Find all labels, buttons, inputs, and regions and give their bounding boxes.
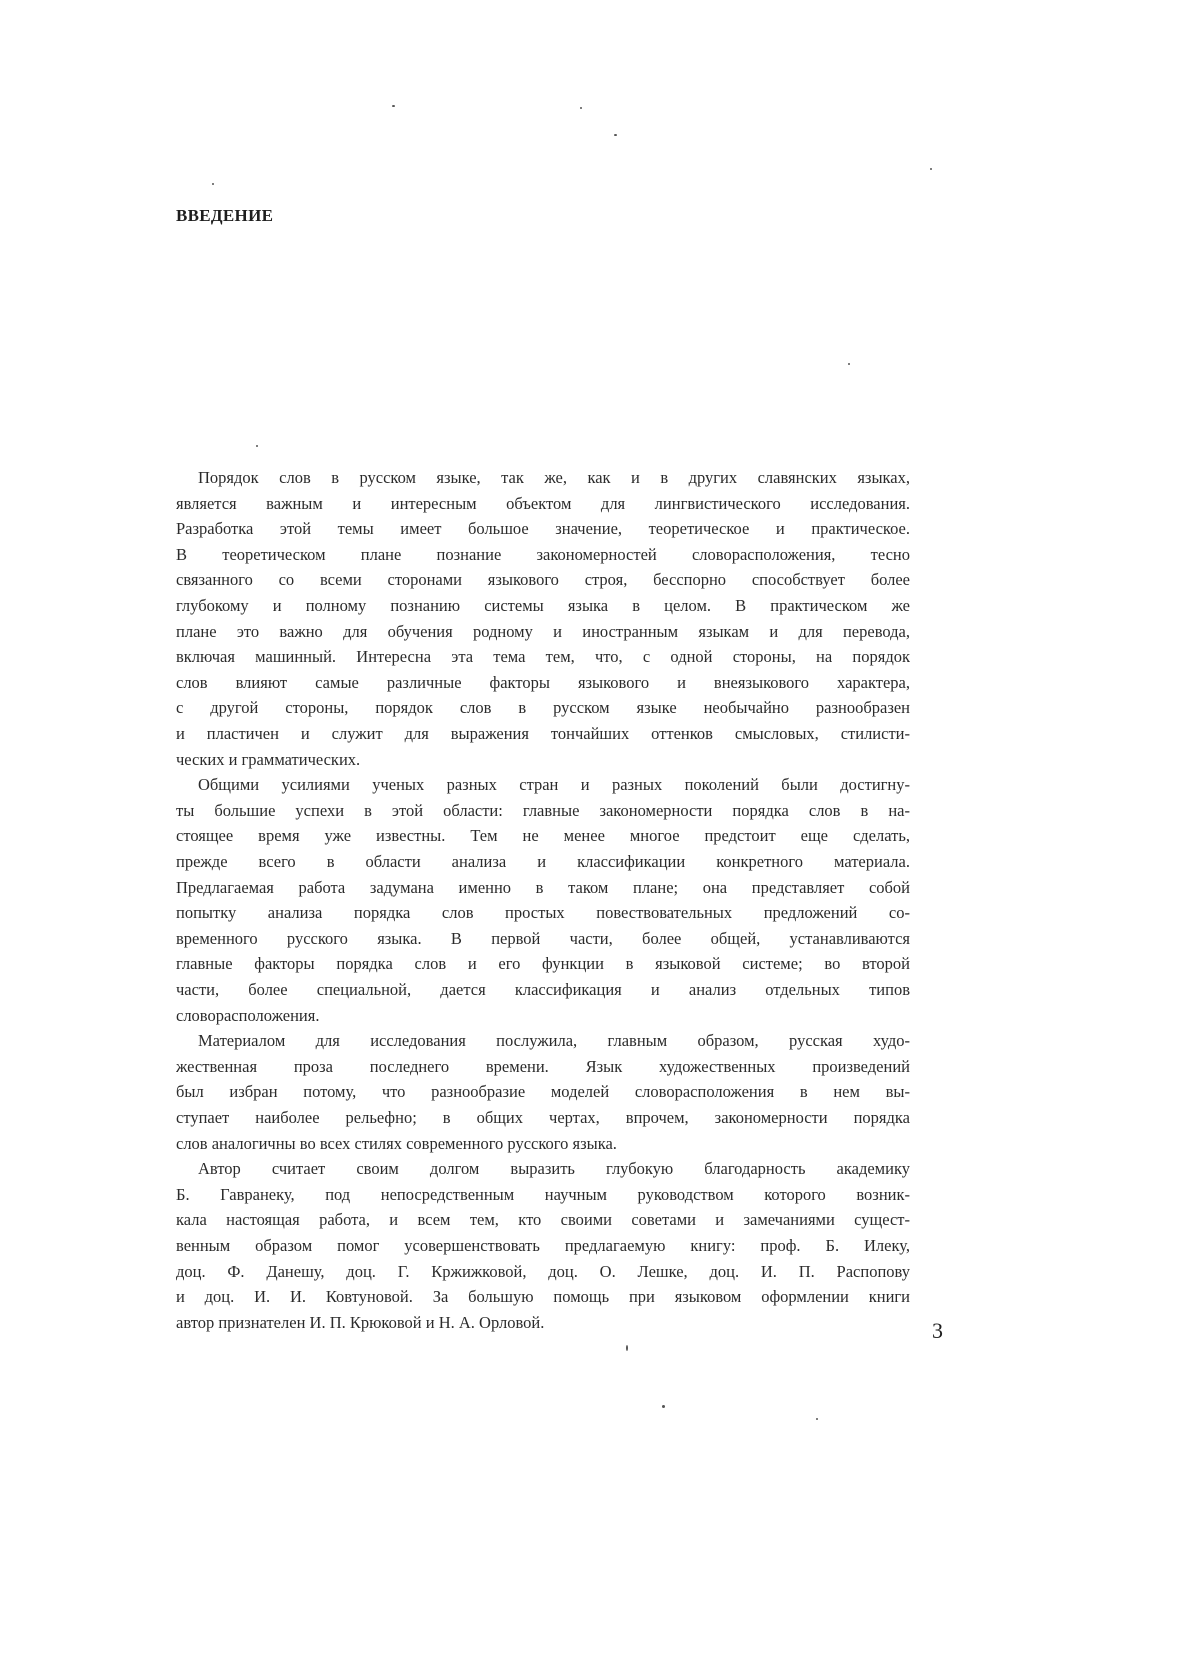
page-number: 3 (932, 1318, 943, 1343)
text-line: с другой стороны, порядок слов в русском языке необычайно разнообразен (176, 698, 910, 717)
text-line: словорасположения. (176, 1006, 320, 1025)
text-line: временного русского языка. В первой части, более общей, устанавливаются (176, 929, 910, 948)
text-line: включая машинный. Интересна эта тема тем, что, с одной стороны, на порядок (176, 647, 910, 666)
text-line: попытку анализа порядка слов простых повествовательных предложений со- (176, 903, 910, 922)
text-line: слов влияют самые различные факторы языкового и внеязыкового характера, (176, 673, 910, 692)
text-line: части, более специальной, дается классификация и анализ отдельных типов (176, 980, 910, 999)
text-line: венным образом помог усовершенствовать предлагаемую книгу: проф. Б. Илеку, (176, 1236, 910, 1255)
text-line: был избран потому, что разнообразие моделей словорасположения в нем вы- (176, 1082, 910, 1101)
text-line: жественная проза последнего времени. Язык художественных произведений (176, 1057, 910, 1076)
text-line: главные факторы порядка слов и его функции в языковой системе; во второй (176, 954, 910, 973)
text-line: и доц. И. И. Ковтуновой. За большую помощь при языковом оформлении книги (176, 1287, 910, 1306)
text-line: Предлагаемая работа задумана именно в таком плане; она представляет собой (176, 878, 910, 897)
text-line: является важным и интересным объектом для лингвистического исследования. (176, 494, 910, 513)
scan-speck (392, 105, 395, 107)
scan-speck (626, 1345, 628, 1351)
text-line: ческих и грамматических. (176, 750, 361, 769)
text-line: глубокому и полному познанию системы языка в целом. В практическом же (176, 596, 910, 615)
text-line: связанного со всеми сторонами языкового строя, бесспорно способствует более (176, 570, 910, 589)
text-line: плане это важно для обучения родному и иностранным языкам и для перевода, (176, 622, 910, 641)
text-line: Общими усилиями ученых разных стран и разных поколений были достигну- (198, 775, 910, 794)
text-line: ступает наиболее рельефно; в общих чертах, впрочем, закономерности порядка (176, 1108, 910, 1127)
text-line: стоящее время уже известны. Тем не менее многое предстоит еще сделать, (176, 826, 910, 845)
text-line: В теоретическом плане познание закономерностей словорасположения, тесно (176, 545, 910, 564)
scan-speck (848, 363, 850, 365)
scan-speck (816, 1418, 818, 1420)
text-line: доц. Ф. Данешу, доц. Г. Кржижковой, доц. О. Лешке, доц. И. П. Распопову (176, 1262, 910, 1281)
text-line: прежде всего в области анализа и классификации конкретного материала. (176, 852, 910, 871)
scan-speck (256, 445, 258, 447)
scan-speck (212, 183, 214, 185)
scan-speck (662, 1405, 665, 1408)
text-line: автор признателен И. П. Крюковой и Н. А. Орловой. (176, 1313, 545, 1332)
text-line: Б. Гавранеку, под непосредственным научным руководством которого возник- (176, 1185, 910, 1204)
text-line: Материалом для исследования послужила, главным образом, русская худо- (198, 1031, 910, 1050)
text-line: слов аналогичны во всех стилях современного русского языка. (176, 1134, 617, 1153)
text-line: Разработка этой темы имеет большое значение, теоретическое и практическое. (176, 519, 910, 538)
text-line: ты большие успехи в этой области: главные закономерности порядка слов в на- (176, 801, 910, 820)
scan-speck (930, 168, 932, 170)
scan-speck (614, 134, 617, 136)
text-line: Автор считает своим долгом выразить глубокую благодарность академику (198, 1159, 910, 1178)
text-line: и пластичен и служит для выражения тончайших оттенков смысловых, стилисти- (176, 724, 910, 743)
chapter-title: ВВЕДЕНИЕ (176, 206, 274, 225)
scan-speck (580, 107, 582, 109)
text-line: Порядок слов в русском языке, так же, как и в других славянских языках, (198, 468, 910, 487)
text-line: кала настоящая работа, и всем тем, кто своими советами и замечаниями сущест- (176, 1210, 910, 1229)
